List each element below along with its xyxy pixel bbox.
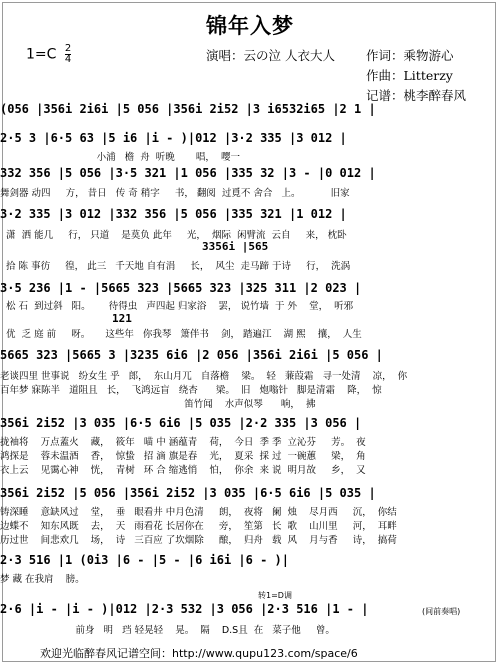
lyric-row-8b: 边蝶不 知东风既 去， 天 雨看花 长居你在 旁， 笙第 长 歌 山川里 河， 耳畔 [0,521,397,531]
lyric-row-6c: 笛竹闻 水声似琴 响， 拂 [0,399,316,409]
lyric-row-6b: 百年梦 寐陈半 道阻且 长， 飞鸿远盲 绕杏 梁。 旧 炮嗡针 脚是清霜 降， 惊 [0,385,382,395]
lyric-row-2: 小浦 檐 舟 听晚 唱， 嘤一 [0,152,240,162]
lyric-row-3: 舞剑器 动四 方， 昔日 传 奇 稍字 书， 翻阅 过覓不 舍合 上。 旧家 [0,188,350,198]
lyric-row-8a: 铸深睡 意缺风过 堂， 垂 眼看井 中月色清 朗， 夜将 阑 烛 尽月西 沉， 你结 [0,507,397,517]
lyric-row-10: 前身 明 珰 轻晃轻 晃。 隔 D.S且 在 菜子他 曾。 [0,625,335,635]
notation-row-8: 356i 2i52 |5 056 |356i 2i52 |3 035 |6·5 6i6 |5 035 | [0,486,376,500]
lyric-row-7b: 鸿探是 蓉未温酒 香， 惊蛰 招 滴 旗是春 光， 夏采 採 过 一碗蕙 梁， 角 [0,451,366,461]
notation-row-7: 356i 2i52 |3 035 |6·5 6i6 |5 035 |2·2 335 |3 056 | [0,416,362,430]
notation-row-10: 2·6 |i - |i - )|012 |2·3 532 |3 056 |2·3 516 |1 - | [0,602,369,616]
notation-row-3: 332 356 |5 056 |3·5 321 |1 056 |335 32 |3 - |0 012 | [0,166,376,180]
lyric-row-8c: 历过世 间悲欢几 场， 诗 三百应 了坎烟除 酿， 归舟 载 风 月与香 诗， 搞荷 [0,535,397,545]
singer-credit: 演唱：云の泣 人衣大人 [206,48,335,63]
notation-row-9: 2·3 516 |1 (0i3 |6 - |5 - |6 i6i |6 - )| [0,553,289,567]
lyric-row-9: 梦 藏 在我肩 膀。 [0,574,85,584]
time-bottom: 4 [64,54,72,65]
interlude-annotation: (间前奏唱) [422,607,461,616]
song-title: 锦年入梦 [206,13,294,38]
notation-row-4: 3·2 335 |3 012 |332 356 |5 056 |335 321 |1 012 | [0,207,347,221]
footer-link-text[interactable]: 欢迎光临醉春风记谱空间：http://www.qupu123.com/space/6 [40,647,358,660]
lyric-row-4a: 潇 洒 能几 行， 只道 是莫负 此年 光， 烟际 闲臂流 云自 来， 枕卧 [0,230,347,240]
key-label: 1=C [26,46,57,63]
modulation-annotation: 转1=D调 [258,591,292,600]
notation-row-6: 5665 323 |5665 3 |3235 6i6 |2 056 |356i 2i6i |5 056 | [0,348,383,362]
notation-row-2: 2·5 3 |6·5 63 |5 i6 |i - )|012 |3·2 335 |3 012 | [0,131,347,145]
alt-notation-line: 3356i |565 [202,240,269,253]
lyric-row-7a: 拢袖将 万点蓋火 藏， 筱年 喵 中 涵蕴青 荷， 今日 季 季 立沁芬 芳。 夜 [0,437,366,447]
time-top: 2 [64,43,72,54]
composer-credit: 作曲：Litterzy [366,68,453,83]
notation-row-5: 3·5 236 |1 - |5665 323 |5665 323 |325 311 |2 023 | [0,281,362,295]
lyric-row-4b: 拾 陈 事彷 徨， 此三 千天地 自有涓 长， 风尘 走马蹄 于诗 行， 洗涡 [0,261,351,271]
repeat-mark-1: 121 [112,312,132,325]
lyric-row-5b: 优 乏 庭 前 呀。 这些年 你我琴 箫伴书 剑， 踏遍江 湖 熙 攘， 人生 [0,329,362,339]
lyric-row-7c: 衣上云 见霭心神 恍， 青树 环 合 缩逃悄 怕， 你余 来 说 明月故 乡， 又 [0,465,366,475]
key-signature [26,44,71,65]
lyricist-credit: 作词：乘物游心 [366,48,454,63]
transcriber-credit: 记谱：桃李醉春风 [366,88,467,103]
lyric-row-6a: 老谈四里 世事说 纷女生 乎 郎， 东山月兀 自落檐 梁。 轻 蒹葭霜 寻一处清 凉， 你 [0,371,408,381]
lyric-row-5a: 松 石 到过斜 阳。 待得虫 声四起 归家浴 罢， 说竹墙 于 外 堂， 听邪 [0,301,354,311]
time-signature [65,44,71,65]
notation-row-1: (056 |356i 2i6i |5 056 |356i 2i52 |3 i6532i65 |2 1 | [0,102,376,116]
